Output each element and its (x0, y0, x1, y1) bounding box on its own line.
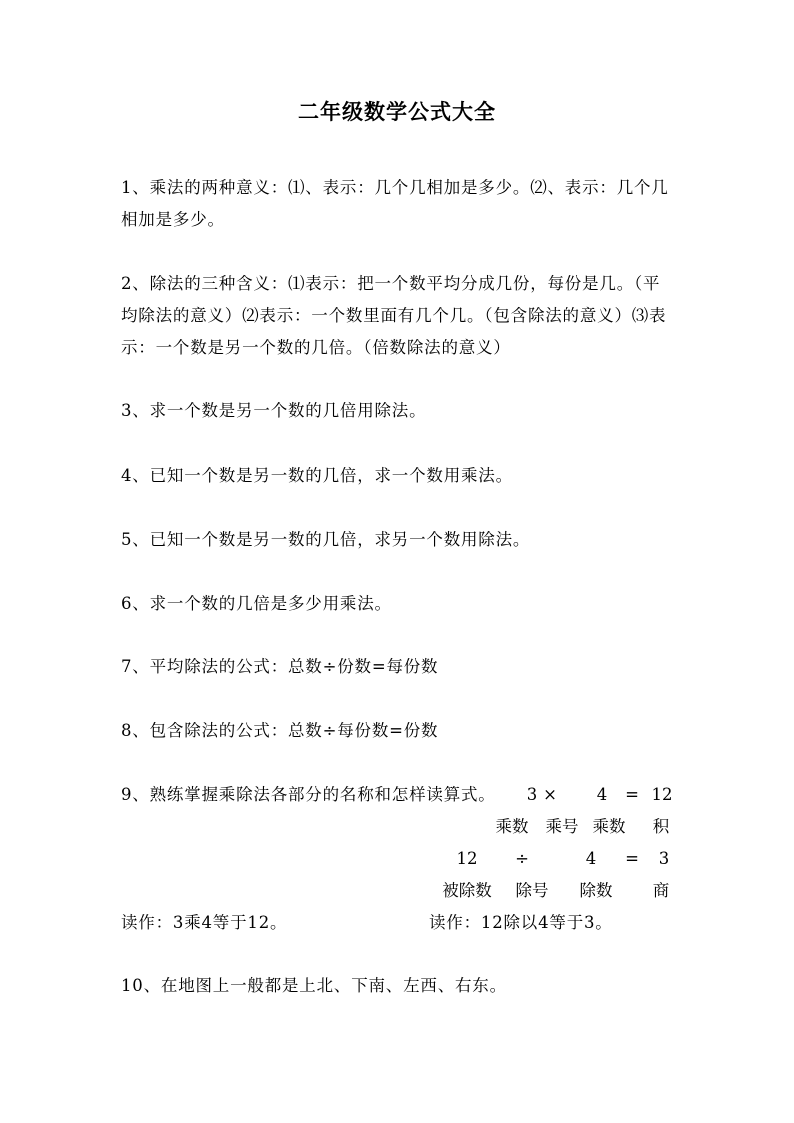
mult-name-factor-a: 乘数 (495, 817, 529, 836)
div-name-operator: 除号 (515, 881, 549, 900)
mult-name-factor-b: 乘数 (592, 817, 626, 836)
mult-result: 12 (651, 785, 673, 804)
div-name-divisor: 除数 (579, 881, 613, 900)
div-operator: ÷ (515, 849, 529, 868)
read-mult: 读作：3乘4等于12。 (121, 913, 288, 932)
div-equals: = (625, 849, 639, 868)
item-10: 10、在地图上一般都是上北、下南、左西、右东。 (121, 976, 507, 995)
mult-factor-b: 4 (596, 785, 608, 804)
mult-name-operator: 乘号 (545, 817, 579, 836)
item-3: 3、求一个数是另一个数的几倍用除法。 (121, 401, 427, 420)
div-divisor: 4 (585, 849, 597, 868)
mult-name-product: 积 (652, 817, 670, 836)
item-8: 8、包含除法的公式：总数÷每份数=份数 (121, 721, 439, 740)
read-div: 读作：12除以4等于3。 (429, 913, 613, 932)
item-6: 6、求一个数的几倍是多少用乘法。 (121, 594, 392, 613)
mult-operator: × (543, 785, 557, 804)
div-result: 3 (658, 849, 670, 868)
mult-factor-a: 3 (526, 785, 538, 804)
item-2: 2、除法的三种含义：⑴表示：把一个数平均分成几份，每份是几。（平均除法的意义）⑵表示：一个数里面有几个几。（包含除法的意义）⑶表示：一个数是另一个数的几倍。（倍数除法的意义） (121, 274, 667, 357)
div-name-quotient: 商 (652, 881, 670, 900)
item-1: 1、乘法的两种意义：⑴、表示：几个几相加是多少。⑵、表示：几个几相加是多少。 (121, 178, 669, 229)
div-name-dividend: 被除数 (442, 881, 492, 900)
item-5: 5、已知一个数是另一数的几倍，求另一个数用除法。 (121, 530, 531, 549)
item-9-intro: 9、熟练掌握乘除法各部分的名称和怎样读算式。 (121, 785, 496, 804)
item-4: 4、已知一个数是另一数的几倍，求一个数用乘法。 (121, 466, 513, 485)
div-dividend: 12 (456, 849, 478, 868)
page-title: 二年级数学公式大全 (298, 99, 496, 124)
item-7: 7、平均除法的公式：总数÷份数=每份数 (121, 657, 439, 676)
mult-equals: = (625, 785, 639, 804)
